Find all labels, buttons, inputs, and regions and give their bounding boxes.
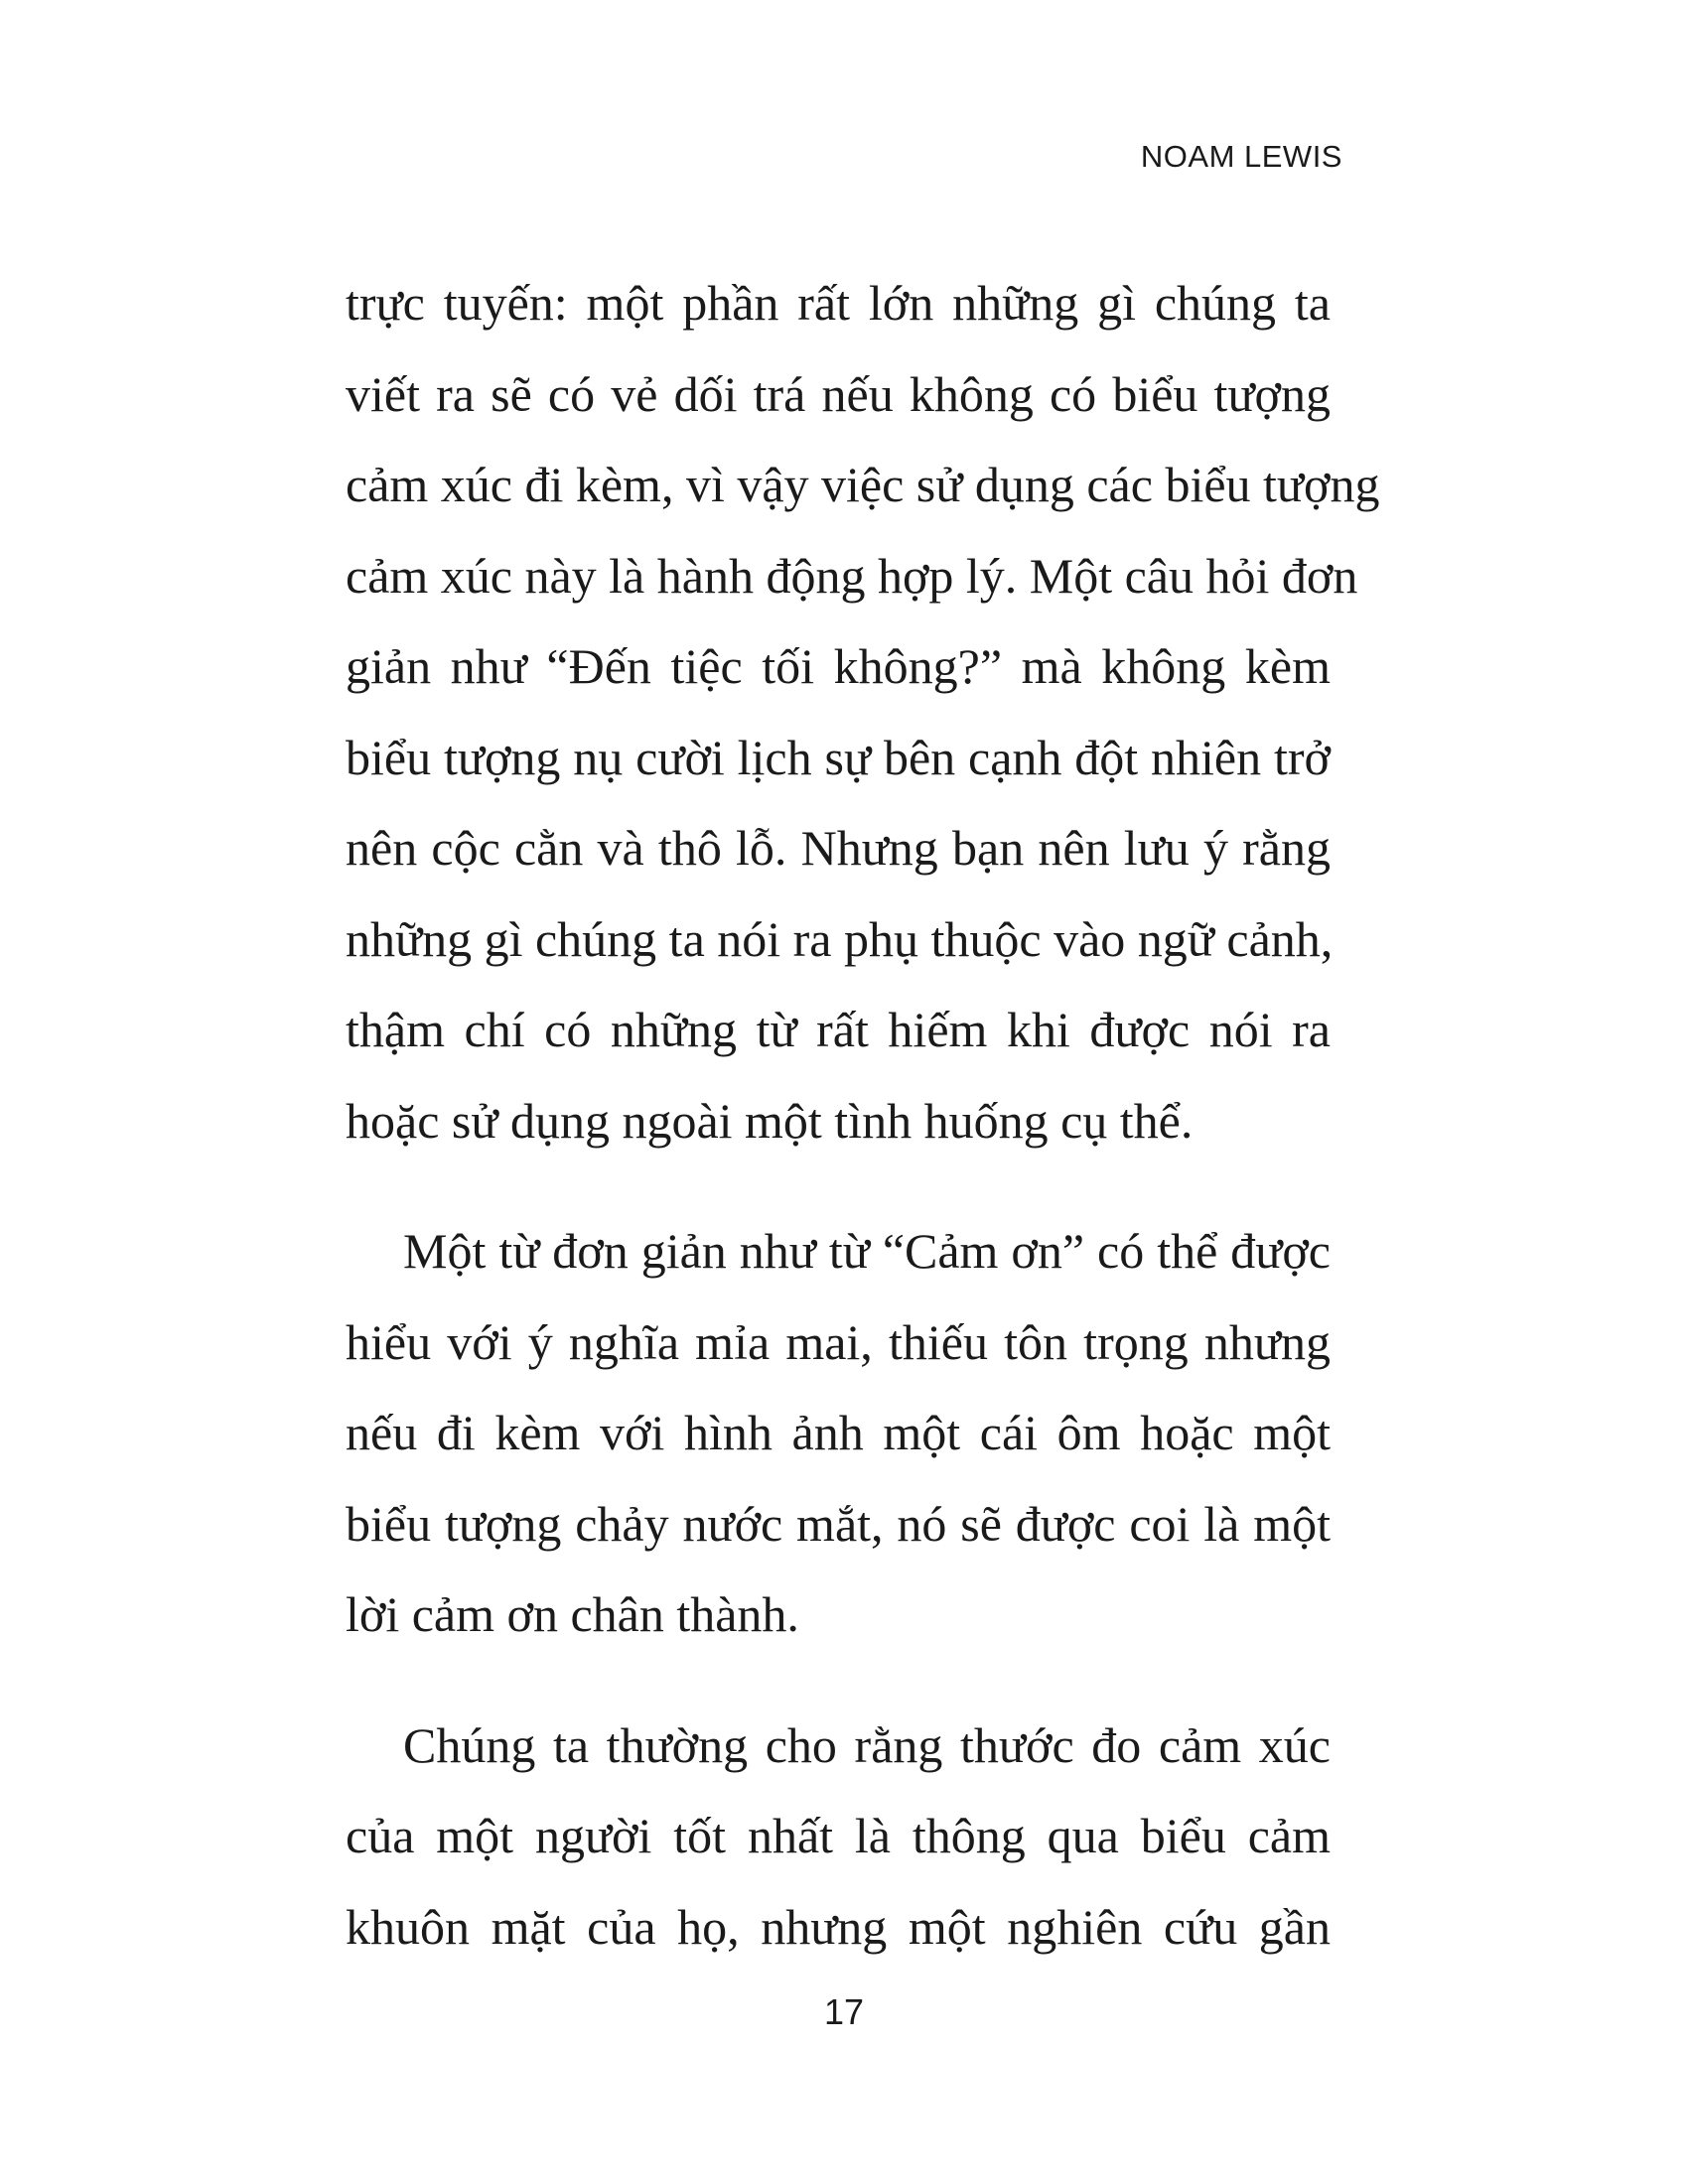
text-line: của một người tốt nhất là thông qua biểu cảm — [346, 1808, 1331, 1863]
body-text — [346, 258, 1380, 1973]
paragraph-2 — [346, 1206, 1331, 1661]
text-line: trực tuyến: một phần rất lớn những gì chúng ta — [346, 275, 1331, 331]
text-line: nếu đi kèm với hình ảnh một cái ôm hoặc một — [346, 1405, 1331, 1460]
text-line: giản như “Đến tiệc tối không?” mà không kèm — [346, 638, 1331, 694]
text-line: biểu tượng chảy nước mắt, nó sẽ được coi là một — [346, 1495, 1331, 1552]
text-line: những gì chúng ta nói ra phụ thuộc vào ngữ cảnh, — [346, 910, 1334, 967]
page-number: 17 — [823, 1991, 865, 2032]
text-line: viết ra sẽ có vẻ dối trá nếu không có biểu tượng — [346, 365, 1331, 422]
text-line: cảm xúc này là hành động hợp lý. Một câu hỏi đơn — [346, 547, 1358, 604]
text-line: Chúng ta thường cho rằng thước đo cảm xúc — [403, 1716, 1331, 1773]
text-line: lời cảm ơn chân thành. — [346, 1586, 799, 1642]
text-line: hoặc sử dụng ngoài một tình huống cụ thể. — [346, 1092, 1194, 1149]
paragraph-3 — [346, 1701, 1331, 1974]
text-line: hiểu với ý nghĩa mỉa mai, thiếu tôn trọng nhưng — [346, 1313, 1331, 1370]
text-line: thậm chí có những từ rất hiếm khi được nói ra — [346, 1002, 1331, 1057]
text-line: Một từ đơn giản như từ “Cảm ơn” có thể được — [403, 1223, 1331, 1279]
text-line: khuôn mặt của họ, nhưng một nghiên cứu gần — [346, 1898, 1331, 1955]
paragraph-1 — [346, 258, 1380, 1166]
text-line: cảm xúc đi kèm, vì vậy việc sử dụng các biểu tượng — [346, 457, 1380, 512]
text-line: biểu tượng nụ cười lịch sự bên cạnh đột nhiên trở — [346, 729, 1331, 785]
running-head: NOAM LEWIS — [1140, 139, 1342, 174]
text-line: nên cộc cằn và thô lỗ. Nhưng bạn nên lưu ý rằng — [346, 820, 1331, 876]
